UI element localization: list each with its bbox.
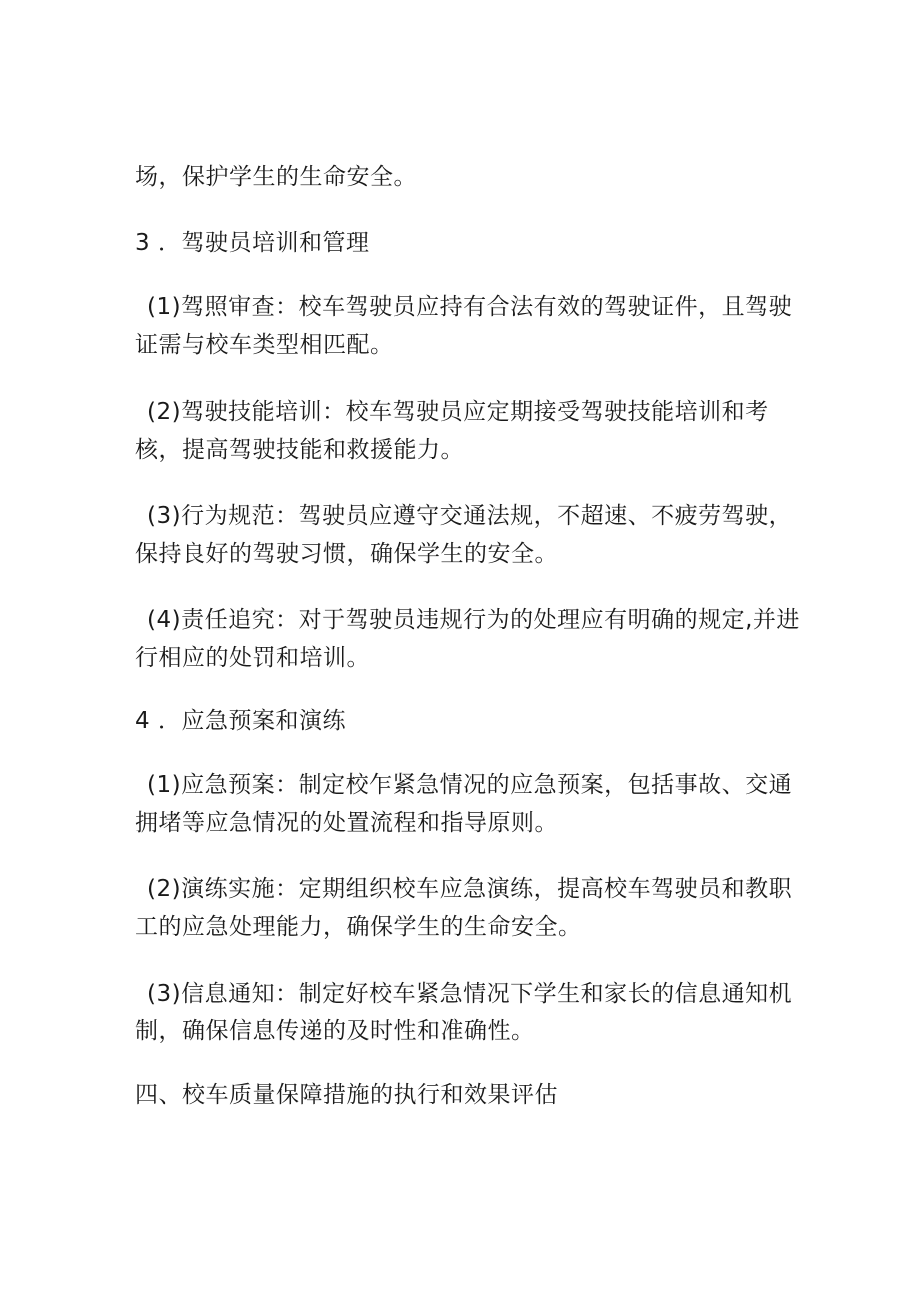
list-item-emergency-plan-cont: 拥堵等应急情况的处置流程和指导原则。 (135, 810, 558, 836)
list-item-notification: (3)信息通知：制定好校车紧急情况下学生和家长的信息通知机 (147, 981, 793, 1007)
paragraph-continuation: 场，保护学生的生命安全。 (135, 164, 417, 190)
list-item-drill: (2)演练实施：定期组织校车应急演练，提高校车驾驶员和教职 (147, 876, 793, 902)
list-item-skill-training: (2)驾驶技能培训：校车驾驶员应定期接受驾驶技能培训和考 (147, 399, 769, 425)
list-item-emergency-plan: (1)应急预案：制定校乍紧急情况的应急预案，包括事故、交通 (147, 772, 793, 798)
list-item-notification-cont: 制，确保信息传递的及时性和准确性。 (135, 1018, 535, 1044)
list-item-accountability: (4)责任追究：对于驾驶员违规行为的处理应有明确的规定,并进 (147, 607, 800, 633)
list-item-license-review: (1)驾照审查：校车驾驶员应持有合法有效的驾驶证件，且驾驶 (147, 294, 793, 320)
list-item-license-review-cont: 证需与校车类型相匹配。 (135, 332, 394, 358)
section-heading-driver-training: 3 ．驾驶员培训和管理 (135, 230, 370, 256)
chapter-heading-evaluation: 四、校车质量保障措施的执行和效果评估 (135, 1082, 558, 1108)
list-item-drill-cont: 工的应急处理能力，确保学生的生命安全。 (135, 914, 582, 940)
section-heading-emergency-plan: 4 ．应急预案和演练 (135, 708, 346, 734)
list-item-accountability-cont: 行相应的处罚和培训。 (135, 645, 370, 671)
list-item-behavior-norms: (3)行为规范：驾驶员应遵守交通法规，不超速、不疲劳驾驶， (147, 503, 793, 529)
list-item-skill-training-cont: 核，提高驾驶技能和救援能力。 (135, 437, 464, 463)
list-item-behavior-norms-cont: 保持良好的驾驶习惯，确保学生的安全。 (135, 541, 558, 567)
